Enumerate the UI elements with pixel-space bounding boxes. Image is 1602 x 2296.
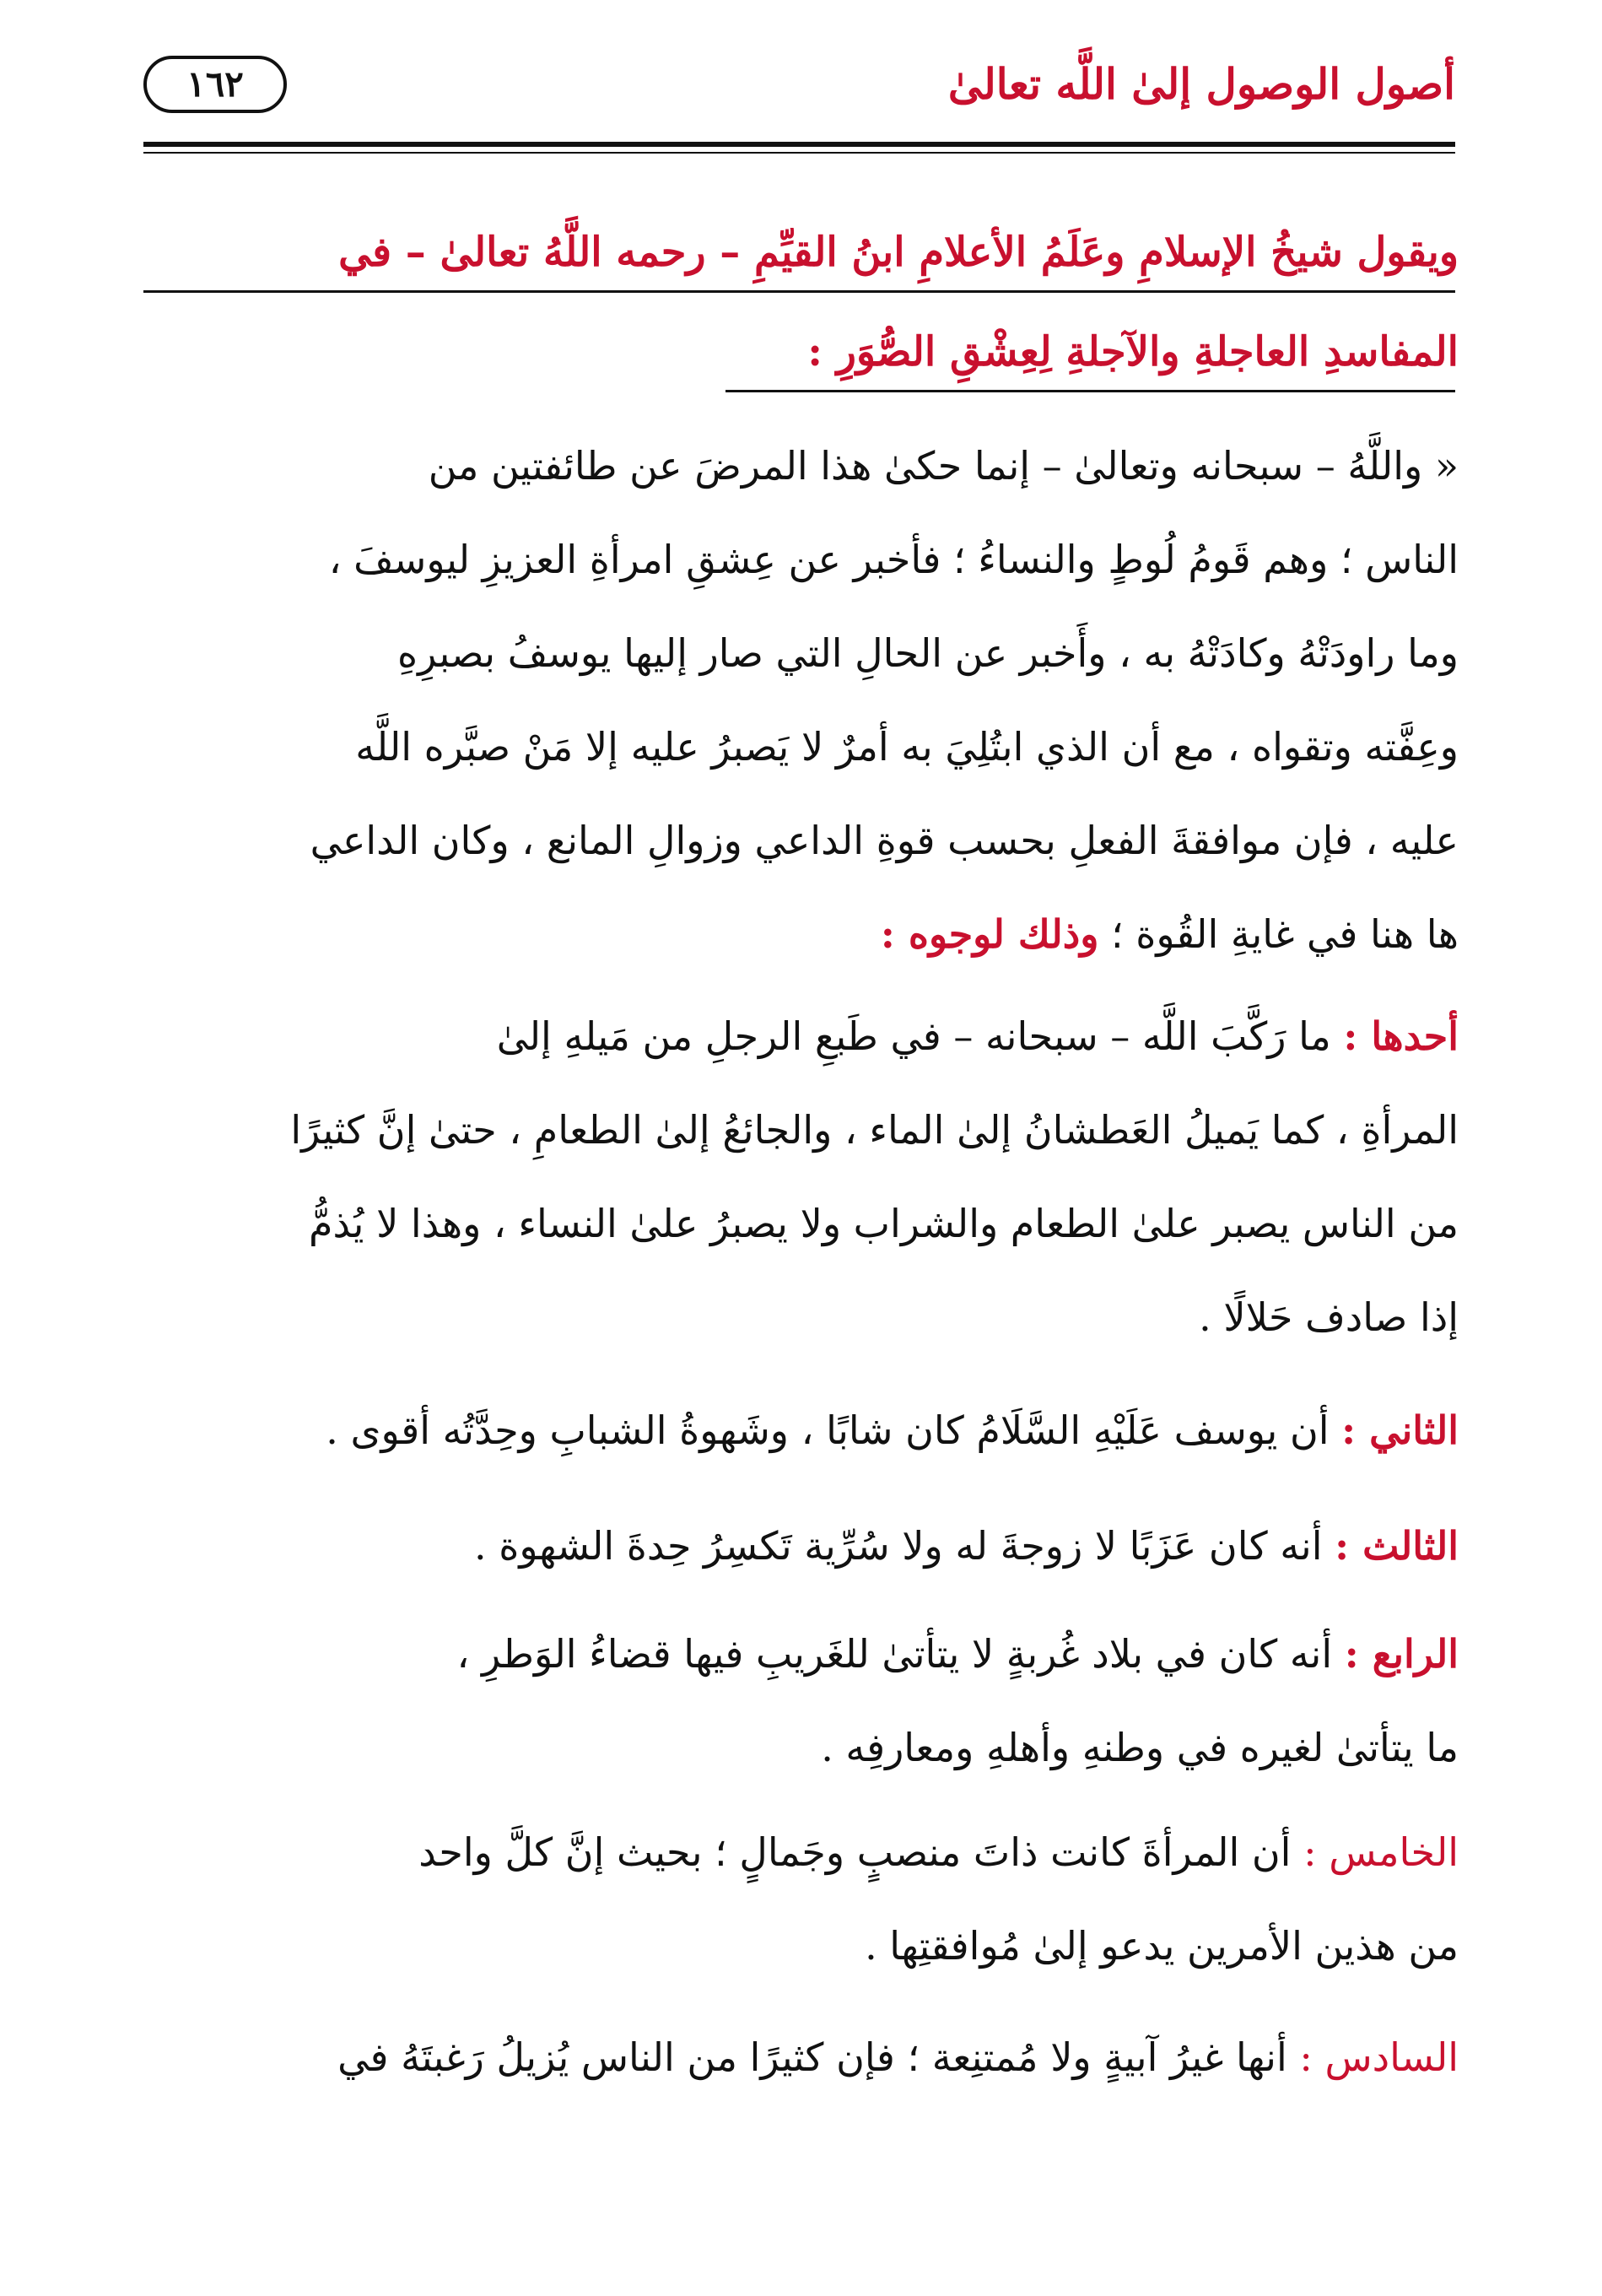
paragraph-1 [147,419,1459,981]
p3-lead: الثاني : [1341,1407,1459,1453]
paragraph-2 [147,990,1459,1364]
p6-line-1-rest: أن المرأةَ كانت ذاتَ منصبٍ وجَمالٍ ؛ بحيث إنَّ كلَّ واحد [418,1829,1304,1875]
intro-underline-2 [725,390,1455,392]
p5-line-1-rest: أنه كان في بلاد غُربةٍ لا يتأتىٰ للغَريبِ فيها قضاءُ الوَطرِ ، [456,1631,1345,1677]
p3-rest: أن يوسف عَلَيْهِ السَّلَامُ كان شابًا ، وشَهوةُ الشبابِ وحِدَّتُه أقوى . [326,1407,1342,1453]
p4-rest: أنه كان عَزَبًا لا زوجةَ له ولا سُرِّية تَكسِرُ حِدةَ الشهوة . [473,1523,1335,1569]
header-rule-thick [143,142,1455,147]
p6-lead: الخامس : [1303,1829,1459,1875]
p1-line-2: الناس ؛ وهم قَومُ لُوطٍ والنساءُ ؛ فأخبر عن عِشقِ امرأةِ العزيزِ ليوسفَ ، [328,537,1459,582]
p2-line-1-rest: ما رَكَّبَ اللَّه – سبحانه – في طَبعِ الرجلِ من مَيلهِ إلىٰ [496,1013,1344,1059]
paragraph-6 [147,1806,1459,1993]
p1-line-6-start: ها هنا في غايةِ القُوة ؛ [1098,911,1459,957]
p2-line-3: من الناس يصبر علىٰ الطعام والشراب ولا يصبرُ علىٰ النساء ، وهذا لا يُذمُّ [309,1201,1459,1246]
p1-line-1: « واللَّهُ – سبحانه وتعالىٰ – إنما حكىٰ هذا المرضَ عن طائفتين من [428,443,1459,489]
p4-lead: الثالث : [1335,1523,1459,1569]
p6-line-1 [147,1806,1459,1899]
p3-line-1 [147,1384,1459,1478]
p1-line-6 [147,888,1459,981]
paragraph-4 [147,1499,1459,1593]
running-title: أصول الوصول إلىٰ اللَّه تعالىٰ [947,59,1455,109]
paragraph-7 [147,2011,1459,2104]
intro-line-1: ويقول شيخُ الإسلامِ وعَلَمُ الأعلامِ ابنُ القيِّمِ – رحمه اللَّهُ تعالىٰ – في [338,229,1459,276]
p1-line-5: عليه ، فإن موافقةَ الفعلِ بحسب قوةِ الداعي وزوالِ المانع ، وكان الداعي [310,818,1459,863]
p7-lead: السادس : [1299,2034,1459,2080]
p2-lead: أحدها : [1343,1013,1459,1059]
page-header [143,51,1455,143]
intro-underline-1 [143,290,1455,293]
p5-lead: الرابع : [1344,1631,1459,1677]
p1-line-3: وما راودَتْهُ وكادَتْهُ به ، وأَخبر عن الحالِ التي صار إليها يوسفُ بصبرِهِ [397,630,1459,676]
page-number: ١٦٢ [143,56,287,113]
intro-heading [147,203,1459,402]
paragraph-3 [147,1384,1459,1478]
p4-line-1 [147,1499,1459,1593]
p1-line-6-emph: وذلك لوجوه : [880,911,1099,957]
p2-line-4: إذا صادف حَلالًا . [1199,1294,1459,1340]
p2-line-2: المرأةِ ، كما يَميلُ العَطشانُ إلىٰ الماء ، والجائعُ إلىٰ الطعامِ ، حتىٰ إنَّ كثيرًا [290,1107,1459,1153]
intro-line-2: المفاسدِ العاجلةِ والآجلةِ لِعِشْقِ الصُّوَرِ : [807,328,1459,375]
p7-line-1 [147,2011,1459,2104]
header-rule-thin [143,152,1455,154]
p1-line-4: وعِفَّته وتقواه ، مع أن الذي ابتُلِيَ به أمرٌ لا يَصبرُ عليه إلا مَنْ صبَّره اللَّه [355,724,1459,770]
paragraph-5 [147,1607,1459,1795]
p5-line-2: ما يتأتىٰ لغيره في وطنهِ وأهلهِ ومعارفِه . [821,1725,1459,1770]
p2-line-1 [147,990,1459,1083]
p7-line-1-rest: أنها غيرُ آبيةٍ ولا مُمتنِعة ؛ فإن كثيرًا من الناس يُزيلُ رَغبتَهُ في [337,2034,1300,2080]
p6-line-2: من هذين الأمرين يدعو إلىٰ مُوافقتِها . [865,1923,1459,1969]
p5-line-1 [147,1607,1459,1701]
